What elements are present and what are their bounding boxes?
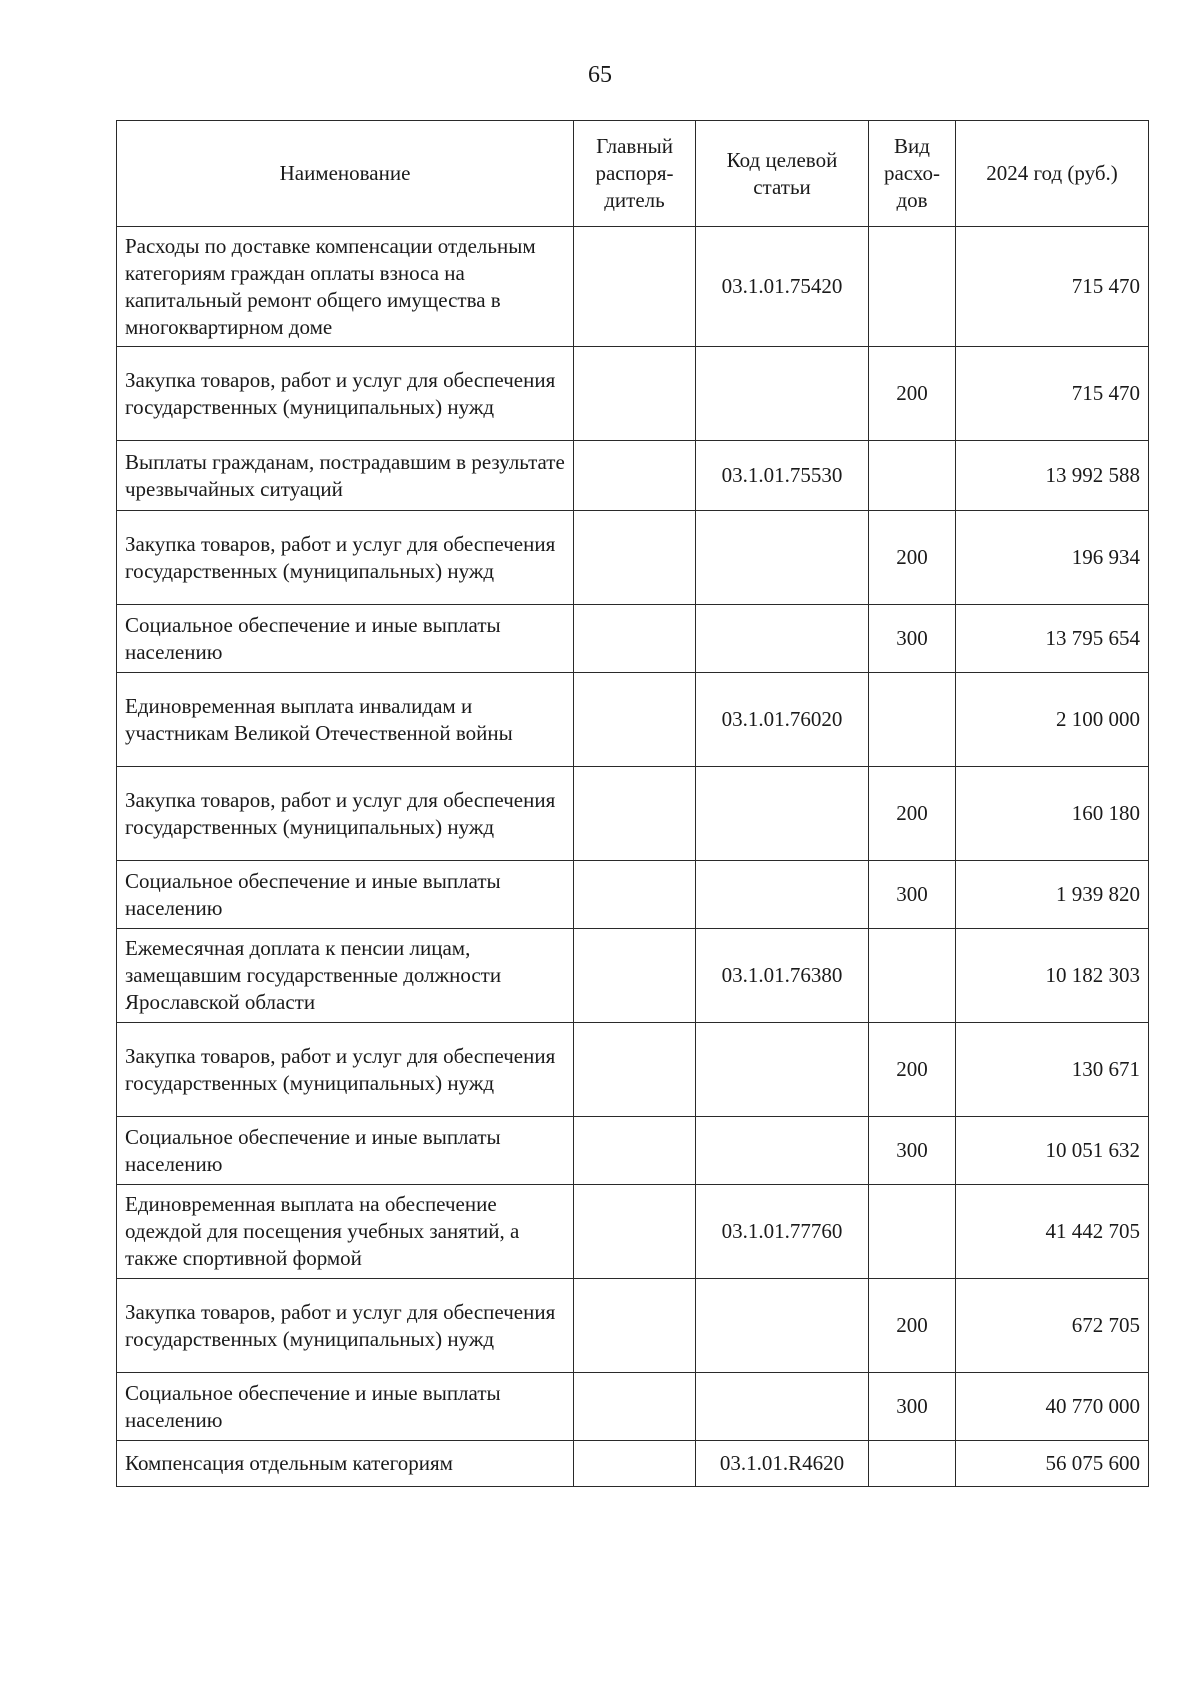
row-code xyxy=(696,861,869,929)
table-row xyxy=(117,673,1149,767)
row-name: Расходы по доставке компенсации отдельным категориям граждан оплаты взноса на капитальный ремонт общего имущества в многоквартирном доме xyxy=(117,227,574,347)
row-admin xyxy=(574,1441,696,1487)
row-name: Закупка товаров, работ и услуг для обеспечения государственных (муниципальных) нужд xyxy=(117,1023,574,1117)
header-code: Код целевой статьи xyxy=(696,121,869,227)
table-row xyxy=(117,347,1149,441)
row-admin xyxy=(574,1023,696,1117)
row-amount: 10 182 303 xyxy=(956,929,1149,1023)
table-row xyxy=(117,861,1149,929)
row-code: 03.1.01.76380 xyxy=(696,929,869,1023)
table-row xyxy=(117,1185,1149,1279)
row-name: Выплаты гражданам, пострадавшим в результате чрезвычайных ситуаций xyxy=(117,441,574,511)
row-code: 03.1.01.R4620 xyxy=(696,1441,869,1487)
row-amount: 1 939 820 xyxy=(956,861,1149,929)
row-code xyxy=(696,1023,869,1117)
row-name: Социальное обеспечение и иные выплаты населению xyxy=(117,861,574,929)
row-name: Социальное обеспечение и иные выплаты населению xyxy=(117,1373,574,1441)
row-code xyxy=(696,1373,869,1441)
row-type: 200 xyxy=(869,1279,956,1373)
row-amount: 13 795 654 xyxy=(956,605,1149,673)
table-header-row xyxy=(117,121,1149,227)
row-admin xyxy=(574,1279,696,1373)
row-name: Закупка товаров, работ и услуг для обеспечения государственных (муниципальных) нужд xyxy=(117,511,574,605)
row-amount: 2 100 000 xyxy=(956,673,1149,767)
row-name: Единовременная выплата инвалидам и участникам Великой Отечественной войны xyxy=(117,673,574,767)
header-type: Вид расхо-дов xyxy=(869,121,956,227)
row-amount: 10 051 632 xyxy=(956,1117,1149,1185)
row-admin xyxy=(574,1117,696,1185)
row-admin xyxy=(574,1373,696,1441)
row-admin xyxy=(574,1185,696,1279)
row-amount: 160 180 xyxy=(956,767,1149,861)
row-type xyxy=(869,227,956,347)
row-amount: 13 992 588 xyxy=(956,441,1149,511)
row-type xyxy=(869,1441,956,1487)
table-row xyxy=(117,1441,1149,1487)
row-amount: 40 770 000 xyxy=(956,1373,1149,1441)
row-code xyxy=(696,767,869,861)
row-type xyxy=(869,673,956,767)
row-code: 03.1.01.77760 xyxy=(696,1185,869,1279)
budget-table xyxy=(116,120,1149,1487)
row-admin xyxy=(574,929,696,1023)
row-amount: 41 442 705 xyxy=(956,1185,1149,1279)
row-amount: 130 671 xyxy=(956,1023,1149,1117)
row-code: 03.1.01.75530 xyxy=(696,441,869,511)
row-admin xyxy=(574,347,696,441)
table-row xyxy=(117,929,1149,1023)
row-name: Единовременная выплата на обеспечение одеждой для посещения учебных занятий, а также спортивной формой xyxy=(117,1185,574,1279)
row-name: Закупка товаров, работ и услуг для обеспечения государственных (муниципальных) нужд xyxy=(117,347,574,441)
header-amount: 2024 год (руб.) xyxy=(956,121,1149,227)
table-row xyxy=(117,605,1149,673)
row-name: Ежемесячная доплата к пенсии лицам, замещавшим государственные должности Ярославской области xyxy=(117,929,574,1023)
row-type: 200 xyxy=(869,511,956,605)
row-admin xyxy=(574,511,696,605)
row-type: 200 xyxy=(869,347,956,441)
table-row xyxy=(117,441,1149,511)
row-name: Закупка товаров, работ и услуг для обеспечения государственных (муниципальных) нужд xyxy=(117,767,574,861)
table-row xyxy=(117,511,1149,605)
row-code xyxy=(696,1279,869,1373)
row-admin xyxy=(574,605,696,673)
table-row xyxy=(117,1117,1149,1185)
row-amount: 715 470 xyxy=(956,347,1149,441)
row-code xyxy=(696,605,869,673)
table-row xyxy=(117,1373,1149,1441)
row-amount: 672 705 xyxy=(956,1279,1149,1373)
row-name: Социальное обеспечение и иные выплаты населению xyxy=(117,1117,574,1185)
row-type xyxy=(869,441,956,511)
row-code: 03.1.01.76020 xyxy=(696,673,869,767)
row-type: 200 xyxy=(869,1023,956,1117)
table-row xyxy=(117,1279,1149,1373)
row-name: Компенсация отдельным категориям xyxy=(117,1441,574,1487)
table-row xyxy=(117,767,1149,861)
row-amount: 56 075 600 xyxy=(956,1441,1149,1487)
row-name: Закупка товаров, работ и услуг для обеспечения государственных (муниципальных) нужд xyxy=(117,1279,574,1373)
row-admin xyxy=(574,673,696,767)
row-code: 03.1.01.75420 xyxy=(696,227,869,347)
header-name: Наименование xyxy=(117,121,574,227)
row-admin xyxy=(574,441,696,511)
row-type: 300 xyxy=(869,605,956,673)
row-type xyxy=(869,929,956,1023)
row-name: Социальное обеспечение и иные выплаты населению xyxy=(117,605,574,673)
table-body xyxy=(117,227,1149,1487)
table-row xyxy=(117,227,1149,347)
row-amount: 715 470 xyxy=(956,227,1149,347)
header-admin: Главный распоря-дитель xyxy=(574,121,696,227)
row-type: 300 xyxy=(869,1117,956,1185)
row-amount: 196 934 xyxy=(956,511,1149,605)
page-number: 65 xyxy=(588,62,612,88)
table-row xyxy=(117,1023,1149,1117)
row-code xyxy=(696,511,869,605)
row-code xyxy=(696,1117,869,1185)
row-type: 300 xyxy=(869,861,956,929)
row-admin xyxy=(574,861,696,929)
row-admin xyxy=(574,227,696,347)
row-type: 200 xyxy=(869,767,956,861)
row-admin xyxy=(574,767,696,861)
row-type xyxy=(869,1185,956,1279)
row-type: 300 xyxy=(869,1373,956,1441)
row-code xyxy=(696,347,869,441)
